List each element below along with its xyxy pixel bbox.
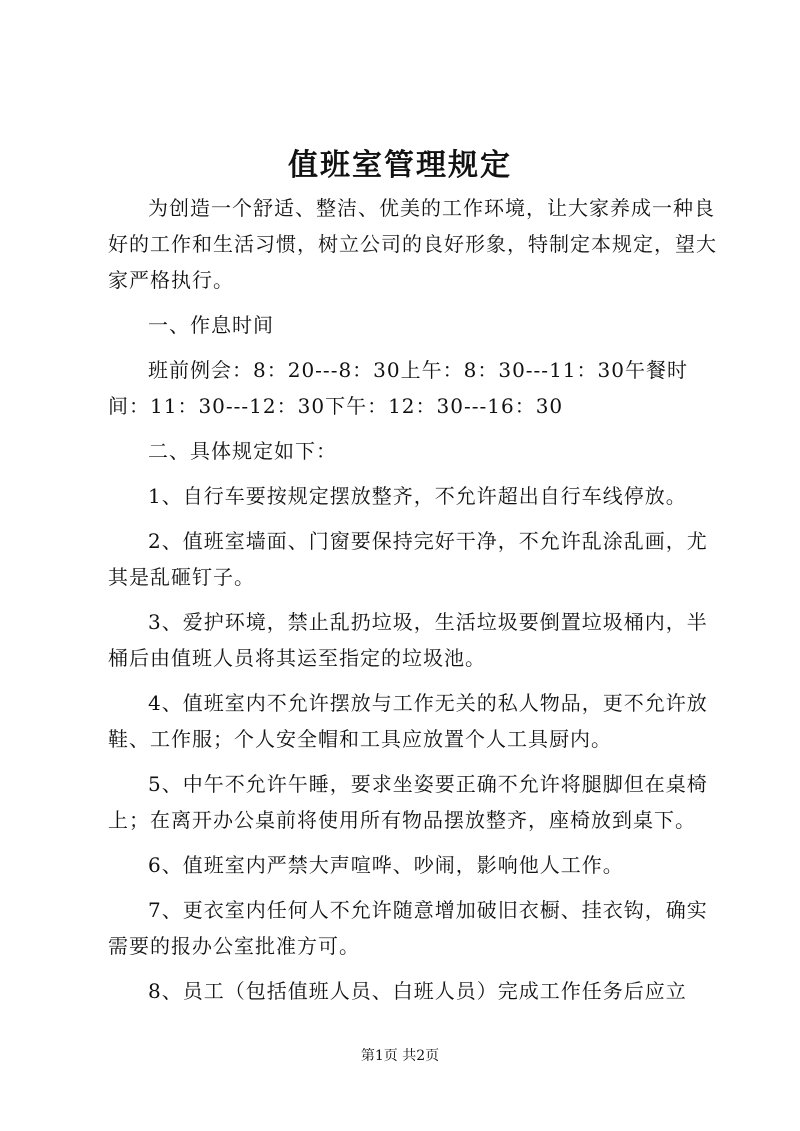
page-number-footer: 第1页 共2页 bbox=[360, 1048, 440, 1064]
paragraph-intro: 为创造一个舒适、整洁、优美的工作环境，让大家养成一种良好的工作和生活习惯，树立公司的良好形象，特制定本规定，望大家严格执行。 bbox=[108, 196, 717, 292]
paragraph-rule-2: 2、值班室墙面、门窗要保持完好干净，不允许乱涂乱画，尤其是乱砸钉子。 bbox=[108, 529, 708, 589]
paragraph-section-2-heading: 二、具体规定如下： bbox=[148, 439, 337, 463]
paragraph-rule-4: 4、值班室内不允许摆放与工作无关的私人物品，更不允许放鞋、工作服；个人安全帽和工具应放置个人工具厨内。 bbox=[108, 691, 708, 751]
paragraph-rule-6: 6、值班室内严禁大声喧哗、吵闹，影响他人工作。 bbox=[148, 853, 624, 877]
document-body bbox=[108, 190, 718, 1018]
paragraph-schedule: 班前例会：8：20---8：30上午：8：30---11：30午餐时间：11：30---12：30下午：12：30---16：30 bbox=[108, 358, 688, 418]
paragraph-rule-1: 1、自行车要按规定摆放整齐，不允许超出自行车线停放。 bbox=[148, 484, 687, 508]
document-title: 值班室管理规定 bbox=[288, 148, 512, 183]
paragraph-rule-7: 7、更衣室内任何人不允许随意增加破旧衣橱、挂衣钩，确实需要的报办公室批准方可。 bbox=[108, 898, 708, 958]
paragraph-rule-8: 8、员工（包括值班人员、白班人员）完成工作任务后应立 bbox=[148, 979, 687, 1003]
paragraph-rule-5: 5、中午不允许午睡，要求坐姿要正确不允许将腿脚但在桌椅上；在离开办公桌前将使用所有物品摆放整齐，座椅放到桌下。 bbox=[108, 772, 708, 832]
paragraph-rule-3: 3、爱护环境，禁止乱扔垃圾，生活垃圾要倒置垃圾桶内，半桶后由值班人员将其运至指定的垃圾池。 bbox=[108, 610, 708, 670]
paragraph-section-1-heading: 一、作息时间 bbox=[148, 313, 274, 337]
